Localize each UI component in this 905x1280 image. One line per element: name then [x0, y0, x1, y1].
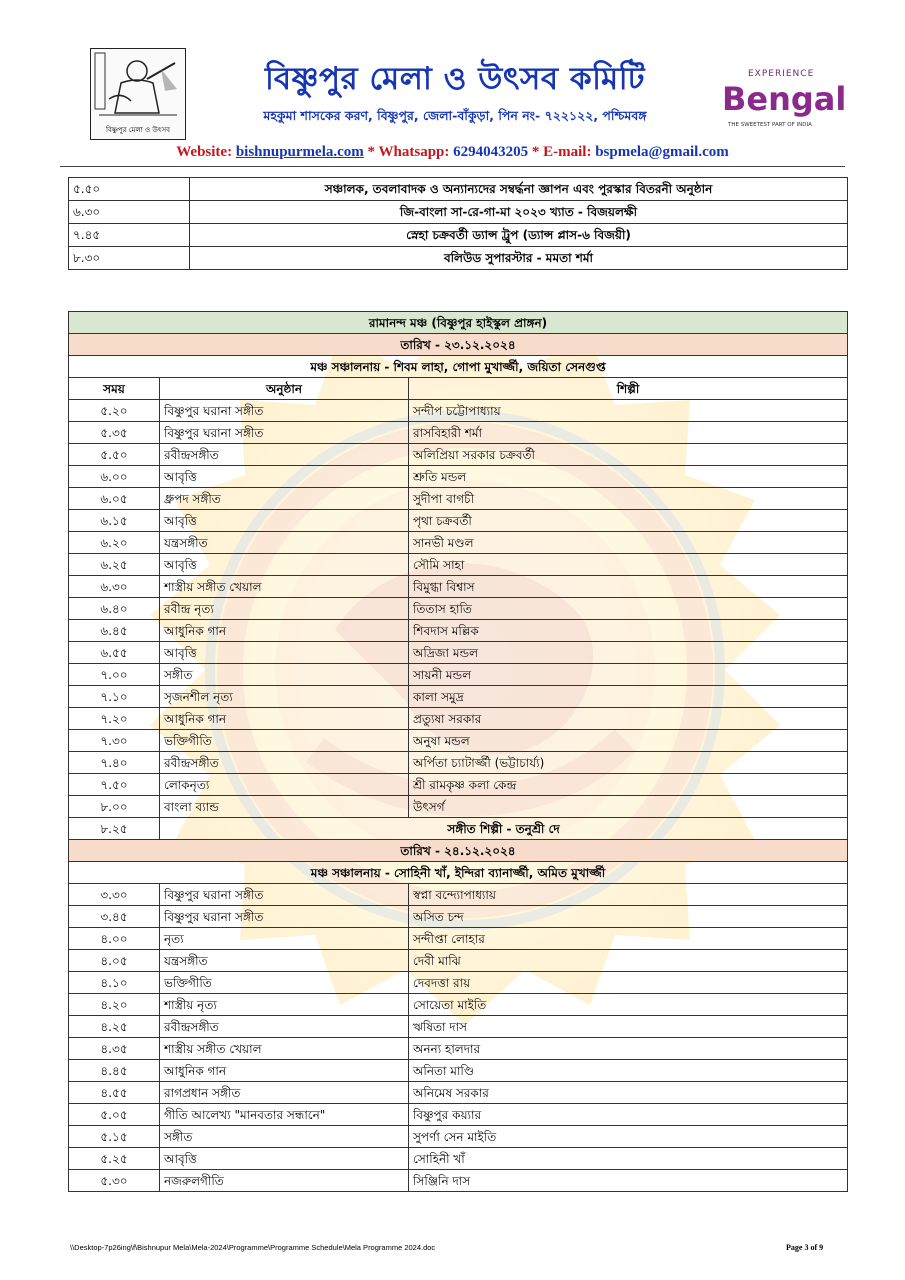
website-label: Website: [176, 144, 233, 160]
artist-cell: অনিতা মাণ্ডি [409, 1060, 848, 1082]
event-cell: নজরুলগীতি [160, 1170, 409, 1192]
artist-cell: রাসবিহারী শর্মা [409, 422, 848, 444]
artist-cell: শিবদাস মল্লিক [409, 620, 848, 642]
time-cell: ৩.৩০ [69, 884, 160, 906]
separator: * [531, 144, 540, 160]
artist-cell: সুদীপা বাগচী [409, 488, 848, 510]
table-row [69, 466, 848, 488]
table-row [69, 950, 848, 972]
time-cell: ৬.০০ [69, 466, 160, 488]
time-cell: ৭.৪০ [69, 752, 160, 774]
artist-cell: পৃথা চক্রবর্তী [409, 510, 848, 532]
time-cell: ৫.৩০ [69, 1170, 160, 1192]
event-cell: আধুনিক গান [160, 708, 409, 730]
artist-cell: প্রত্যুষা সরকার [409, 708, 848, 730]
time-cell: ৪.৩৫ [69, 1038, 160, 1060]
time-cell: ৫.০৫ [69, 1104, 160, 1126]
event-cell: রবীন্দ্র নৃত্য [160, 598, 409, 620]
time-cell: ৭.১০ [69, 686, 160, 708]
time-cell: ৮.৩০ [69, 247, 190, 270]
event-cell: বিষ্ণুপুর ঘরানা সঙ্গীত [160, 422, 409, 444]
table-row [69, 928, 848, 950]
time-cell: ৫.৫০ [69, 178, 190, 201]
event-cell: সঙ্গীত [160, 664, 409, 686]
col-header-time: সময় [69, 378, 160, 400]
artist-cell: অসিত চন্দ [409, 906, 848, 928]
whatsapp-number: 6294043205 [453, 144, 529, 160]
event-cell: স্নেহা চক্রবর্তী ড্যান্স ট্রুপ (ড্যান্স প্লাস-৬ বিজয়ী) [190, 224, 848, 247]
time-cell: ৬.৪০ [69, 598, 160, 620]
artist-cell: দেবী মাঝি [409, 950, 848, 972]
event-cell: সঙ্গীত [160, 1126, 409, 1148]
event-cell: ধ্রুপদ সঙ্গীত [160, 488, 409, 510]
time-cell: ৬.৫৫ [69, 642, 160, 664]
date-day1: তারিখ - ২৩.১২.২০২৪ [69, 334, 848, 356]
table-row [69, 1016, 848, 1038]
table-row [69, 994, 848, 1016]
terracotta-figure-icon [91, 49, 183, 125]
table-row [69, 906, 848, 928]
table-row [69, 247, 848, 270]
table-row [69, 488, 848, 510]
anchors-day2-row [69, 862, 848, 884]
event-cell: আধুনিক গান [160, 620, 409, 642]
table-row [69, 664, 848, 686]
logo-caption: বিষ্ণুপুর মেলা ও উৎসব [105, 126, 171, 134]
email-label: E-mail: [543, 144, 592, 160]
time-cell: ৪.২৫ [69, 1016, 160, 1038]
artist-cell: সোহিনী খাঁ [409, 1148, 848, 1170]
artist-cell: অদ্রিজা মন্ডল [409, 642, 848, 664]
table-row [69, 1170, 848, 1192]
final-performance-cell: সঙ্গীত শিল্পী - তনুশ্রী দে [160, 818, 848, 840]
stage-schedule-table [68, 311, 848, 1192]
artist-cell: তিতাস হাতি [409, 598, 848, 620]
time-cell: ৫.১৫ [69, 1126, 160, 1148]
time-cell: ৫.২০ [69, 400, 160, 422]
artist-cell: অনন্য হালদার [409, 1038, 848, 1060]
event-cell: আবৃত্তি [160, 466, 409, 488]
event-cell: বিষ্ণুপুর ঘরানা সঙ্গীত [160, 906, 409, 928]
time-cell: ৬.৪৫ [69, 620, 160, 642]
stage-title-row [69, 312, 848, 334]
event-cell: রবীন্দ্রসঙ্গীত [160, 752, 409, 774]
table-row [69, 201, 848, 224]
table-row [69, 400, 848, 422]
event-cell: যন্ত্রসঙ্গীত [160, 950, 409, 972]
table-row [69, 1148, 848, 1170]
col-header-event: অনুষ্ঠান [160, 378, 409, 400]
artist-cell: সানভী মণ্ডল [409, 532, 848, 554]
table-row [69, 532, 848, 554]
time-cell: ৫.৫০ [69, 444, 160, 466]
artist-cell: সিঞ্জিনি দাস [409, 1170, 848, 1192]
whatsapp-label: Whatsapp: [378, 144, 450, 160]
artist-cell: সৌমি সাহা [409, 554, 848, 576]
time-cell: ৭.৫০ [69, 774, 160, 796]
date-day2: তারিখ - ২৪.১২.২০২৪ [69, 840, 848, 862]
contact-line [60, 144, 845, 161]
table-row [69, 730, 848, 752]
event-cell: শাস্ত্রীয় নৃত্য [160, 994, 409, 1016]
table-row [69, 708, 848, 730]
event-cell: ভক্তিগীতি [160, 972, 409, 994]
table-row [69, 972, 848, 994]
artist-cell: দেবদত্তা রায় [409, 972, 848, 994]
time-cell: ৬.২৫ [69, 554, 160, 576]
table-row [69, 224, 848, 247]
committee-logo [90, 48, 186, 140]
event-cell: বাংলা ব্যান্ড [160, 796, 409, 818]
time-cell: ৬.০৫ [69, 488, 160, 510]
artist-cell: সোয়েতা মাইতি [409, 994, 848, 1016]
table-row [69, 752, 848, 774]
table-row [69, 620, 848, 642]
email-address[interactable]: bspmela@gmail.com [595, 144, 729, 160]
table-row [69, 598, 848, 620]
artist-cell: উৎসর্গ [409, 796, 848, 818]
table-row [69, 554, 848, 576]
artist-cell: ঋষিতা দাস [409, 1016, 848, 1038]
table-row [69, 178, 848, 201]
artist-cell: শ্রুতি মন্ডল [409, 466, 848, 488]
artist-cell: কালা সমুদ্র [409, 686, 848, 708]
header-divider [60, 166, 845, 167]
event-cell: আবৃত্তি [160, 1148, 409, 1170]
top-program-table [68, 177, 848, 270]
time-cell: ৩.৪৫ [69, 906, 160, 928]
table-row [69, 510, 848, 532]
time-cell: ৬.৩০ [69, 201, 190, 224]
event-cell: আবৃত্তি [160, 554, 409, 576]
time-cell: ৫.২৫ [69, 1148, 160, 1170]
time-cell: ৪.২০ [69, 994, 160, 1016]
event-cell: বলিউড সুপারস্টার - মমতা শর্মা [190, 247, 848, 270]
artist-cell: স্বপ্না বন্দ্যোপাধ্যায় [409, 884, 848, 906]
time-cell: ৪.০০ [69, 928, 160, 950]
col-header-artist: শিল্পী [409, 378, 848, 400]
logo-bengal-text: Bengal [722, 80, 846, 118]
separator: * [367, 144, 376, 160]
date-day2-row [69, 840, 848, 862]
table-row [69, 1126, 848, 1148]
date-row [69, 334, 848, 356]
time-cell: ৫.৩৫ [69, 422, 160, 444]
event-cell: ভক্তিগীতি [160, 730, 409, 752]
table-row [69, 686, 848, 708]
event-cell: নৃত্য [160, 928, 409, 950]
artist-cell: বিষ্ণুপুর কয়্যার [409, 1104, 848, 1126]
artist-cell: অনিমেষ সরকার [409, 1082, 848, 1104]
event-cell: শাস্ত্রীয় সঙ্গীত খেয়াল [160, 576, 409, 598]
time-cell: ৪.৫৫ [69, 1082, 160, 1104]
page-title: বিষ্ণুপুর মেলা ও উৎসব কমিটি [265, 61, 645, 97]
time-cell: ৮.২৫ [69, 818, 160, 840]
artist-cell: অলিপ্রিয়া সরকার চক্রবর্তী [409, 444, 848, 466]
event-cell: গীতি আলেখ্য "মানবতার সন্ধানে" [160, 1104, 409, 1126]
artist-cell: বিমুগ্ধা বিশ্বাস [409, 576, 848, 598]
event-cell: বিষ্ণুপুর ঘরানা সঙ্গীত [160, 400, 409, 422]
time-cell: ৭.৪৫ [69, 224, 190, 247]
event-cell: সঞ্চালক, তবলাবাদক ও অন্যান্যদের সম্বর্দ্ধনা জ্ঞাপন এবং পুরস্কার বিতরনী অনুষ্ঠান [190, 178, 848, 201]
artist-cell: সন্দীপ্তা লোহার [409, 928, 848, 950]
anchors-day1: মঞ্চ সঞ্চালনায় - শিবম লাহা, গোপা মুখার্জ্জী, জয়িতা সেনগুপ্ত [69, 356, 848, 378]
footer-file-path: \\Desktop-7p26ing\f\Bishnupur Mela\Mela-2024\Programme\Programme Schedule\Mela Programme 2024.doc [70, 1243, 436, 1252]
table-row [69, 1060, 848, 1082]
column-header-row [69, 378, 848, 400]
artist-cell: শ্রী রামকৃষ্ণ কলা কেন্দ্র [409, 774, 848, 796]
time-cell: ৬.১৫ [69, 510, 160, 532]
event-cell: লোকনৃত্য [160, 774, 409, 796]
experience-bengal-logo [718, 58, 846, 136]
website-link[interactable]: bishnupurmela.com [235, 144, 364, 160]
table-row [69, 818, 848, 840]
address-line: মহকুমা শাসকের করণ, বিষ্ণুপুর, জেলা-বাঁকুড়া, পিন নং- ৭২২১২২, পশ্চিমবঙ্গ [263, 108, 647, 123]
footer-page-number: Page 3 of 9 [786, 1243, 824, 1252]
time-cell: ৪.০৫ [69, 950, 160, 972]
logo-experience-text: EXPERIENCE [748, 69, 815, 79]
artist-cell: সায়নী মন্ডল [409, 664, 848, 686]
stage-name: রামানন্দ মঞ্চ (বিষ্ণুপুর হাইস্কুল প্রাঙ্গন) [69, 312, 848, 334]
time-cell: ৭.২০ [69, 708, 160, 730]
artist-cell: অর্পিতা চ্যাটার্জ্জী (ভট্টাচার্য্য) [409, 752, 848, 774]
anchors-row [69, 356, 848, 378]
time-cell: ৭.০০ [69, 664, 160, 686]
time-cell: ৮.০০ [69, 796, 160, 818]
table-row [69, 796, 848, 818]
event-cell: রবীন্দ্রসঙ্গীত [160, 444, 409, 466]
event-cell: বিষ্ণুপুর ঘরানা সঙ্গীত [160, 884, 409, 906]
event-cell: যন্ত্রসঙ্গীত [160, 532, 409, 554]
event-cell: শাস্ত্রীয় সঙ্গীত খেয়াল [160, 1038, 409, 1060]
table-row [69, 1082, 848, 1104]
table-row [69, 774, 848, 796]
event-cell: জি-বাংলা সা-রে-গা-মা ২০২৩ খ্যাত - বিজয়লক্ষী [190, 201, 848, 224]
table-row [69, 422, 848, 444]
time-cell: ৭.৩০ [69, 730, 160, 752]
time-cell: ৬.৩০ [69, 576, 160, 598]
time-cell: ৬.২০ [69, 532, 160, 554]
event-cell: রবীন্দ্রসঙ্গীত [160, 1016, 409, 1038]
artist-cell: সন্দীপ চট্টোপাধ্যায় [409, 400, 848, 422]
event-cell: আবৃত্তি [160, 510, 409, 532]
event-cell: আবৃত্তি [160, 642, 409, 664]
table-row [69, 444, 848, 466]
artist-cell: সুপর্ণা সেন মাইতি [409, 1126, 848, 1148]
logo-tagline-text: THE SWEETEST PART OF INDIA [728, 122, 812, 128]
table-row [69, 642, 848, 664]
table-row [69, 1104, 848, 1126]
table-row [69, 1038, 848, 1060]
artist-cell: অনুষা মন্ডল [409, 730, 848, 752]
anchors-day2: মঞ্চ সঞ্চালনায় - সোহিনী খাঁ, ইন্দিরা ব্যানার্জ্জী, অমিত মুখার্জ্জী [69, 862, 848, 884]
event-cell: রাগপ্রধান সঙ্গীত [160, 1082, 409, 1104]
event-cell: সৃজনশীল নৃত্য [160, 686, 409, 708]
table-row [69, 884, 848, 906]
time-cell: ৪.১০ [69, 972, 160, 994]
time-cell: ৪.৪৫ [69, 1060, 160, 1082]
table-row [69, 576, 848, 598]
event-cell: আধুনিক গান [160, 1060, 409, 1082]
